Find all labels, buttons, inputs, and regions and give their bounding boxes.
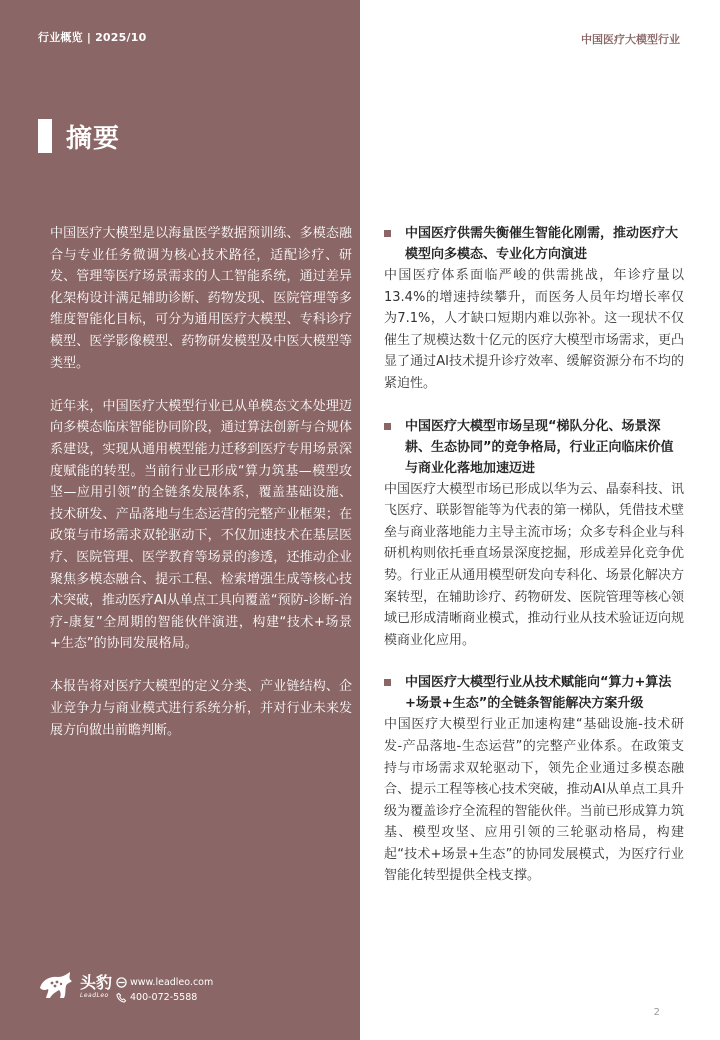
square-bullet-icon [384,230,391,237]
summary-paragraph: 近年来，中国医疗大模型行业已从单模态文本处理迈向多模态临床智能协同阶段，通过算法创新与合规体系建设，实现从通用模型能力迁移到医疗专用场景深度赋能的转型。当前行业已形成“算力筑基—模型攻坚—应用引领”的全链条发展体系，覆盖基础设施、技术研发、产品落地与生态运营的完整产业框架；在政策与市场需求双轮驱动下，不仅加速技术在基层医疗、医院管理、医学教育等场景的渗透，还推动企业聚焦多模态融合、提示工程、检索增强生成等核心技术突破，推动医疗AI从单点工具向覆盖“预防-诊断-治疗-康复”全周期的智能伙伴演进，构建“技术+场景+生态”的协同发展格局。 [50,398,352,652]
phone-icon [116,992,127,1003]
phone-number: 400-072-5588 [130,992,198,1003]
summary-paragraph: 本报告将对医疗大模型的定义分类、产业链结构、企业竞争力与商业模式进行系统分析，并对行业未来发展方向做出前瞻判断。 [50,679,352,738]
website-link[interactable]: www.leadleo.com [130,977,214,988]
page-number: 2 [653,1007,660,1018]
website-row [116,975,213,990]
summary-text [50,223,352,763]
phone-row [116,990,213,1005]
page-title: 摘要 [66,123,121,154]
title-bar [38,119,52,153]
square-bullet-icon [384,679,391,686]
contact-info [116,975,213,1005]
logo-chinese-name: 头豹 [80,972,113,992]
finding-title: 中国医疗大模型市场呈现“梯队分化、场景深耕、生态协同”的竞争格局，行业正向临床价值与商业化落地加速迈进 [405,418,674,476]
finding-section [384,672,684,887]
finding-body: 中国医疗大模型市场已形成以华为云、晶泰科技、讯飞医疗、联影智能等为代表的第一梯队，凭借技术壁垒与商业落地能力主导主流市场；众多专科企业与科研机构则依托垂直场景深度挖掘，形成差异化竞争优势。行业正从通用模型研发向专科化、场景化解决方案转型，在辅助诊疗、药物研发、医院管理等核心领域已形成清晰商业模式，推动行业从技术验证迈向规模商业化应用。 [384,481,684,648]
title-block [38,118,120,154]
report-industry-title: 中国医疗大模型行业 [581,33,680,46]
summary-paragraph: 中国医疗大模型是以海量医学数据预训练、多模态融合与专业任务微调为核心技术路径，适配诊疗、研发、管理等医疗场景需求的人工智能系统，通过差异化架构设计满足辅助诊断、药物发现、医院管理等多维度智能化目标，可分为通用医疗大模型、专科诊疗模型、医学影像模型、药物研发模型及中医大模型等类型。 [50,226,352,371]
finding-title: 中国医疗大模型行业从技术赋能向“算力+算法+场景+生态”的全链条智能解决方案升级 [405,675,672,712]
square-bullet-icon [384,423,391,430]
logo-english-name: LeadLeo [80,991,109,999]
finding-body: 中国医疗大模型行业正加速构建“基础设施-技术研发-产品落地-生态运营”的完整产业体系。在政策支持与市场需求双轮驱动下，领先企业通过多模态融合、提示工程等核心技术突破，推动AI从单点工具升级为覆盖诊疗全流程的智能伙伴。当前已形成算力筑基、模型攻坚、应用引领的三轮驱动格局，构建起“技术+场景+生态”的协同发展模式，为医疗行业智能化转型提供全栈支撑。 [384,717,684,884]
company-logo [36,968,112,1004]
leopard-icon [36,968,76,1004]
key-findings [384,223,684,908]
finding-body: 中国医疗体系面临严峻的供需挑战，年诊疗量以13.4%的增速持续攀升，而医务人员年均增长率仅为7.1%，人才缺口短期内难以弥补。这一现状不仅催生了规模达数十亿元的医疗大模型市场需求，更凸显了通过AI技术提升诊疗效率、缓解资源分布不均的紧迫性。 [384,268,684,391]
web-icon [116,977,127,988]
finding-title: 中国医疗供需失衡催生智能化刚需，推动医疗大模型向多模态、专业化方向演进 [405,226,679,262]
report-category-date: 行业概览 | 2025/10 [38,31,147,44]
finding-section [384,416,684,652]
finding-section [384,223,684,395]
